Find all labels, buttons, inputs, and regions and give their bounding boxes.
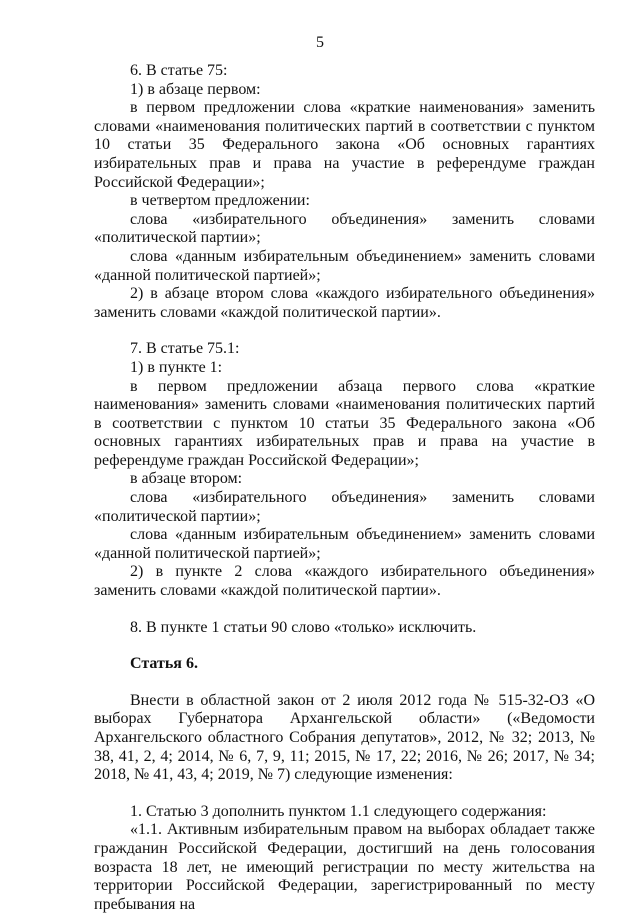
paragraph: слова «избирательного объединения» заменить словами «политической партии»; [94, 210, 595, 247]
paragraph: 6. В статье 75: [130, 62, 228, 79]
paragraph: 1. Статью 3 дополнить пунктом 1.1 следующего содержания: [130, 802, 547, 820]
paragraph-spacer [94, 674, 595, 692]
paragraph: слова «избирательного объединения» заменить словами «политической партии»; [94, 489, 595, 525]
paragraph-spacer [94, 601, 595, 619]
paragraph: в первом предложении абзаца первого слова «краткие наименования» заменить словами «наименования политических партий в соответствии с пунктом 10 статьи 35 Федерального закона «Об основных гарантиях избирательных прав и права на участие в референдуме граждан Российской Федерации»; [94, 377, 595, 469]
paragraph: 1) в пункте 1: [130, 358, 223, 376]
article-heading: Статья 6. [130, 655, 198, 673]
paragraph: 2) в пункте 2 слова «каждого избирательного объединения» заменить словами «каждой политической партии». [94, 563, 595, 600]
document-body [94, 62, 595, 914]
paragraph: в четвертом предложении: [130, 192, 310, 210]
paragraph: 8. В пункте 1 статьи 90 слово «только» исключить. [130, 618, 477, 636]
page-number: 5 [316, 34, 324, 51]
paragraph: слова «данным избирательным объединением» заменить словами «данной политической партией»; [94, 526, 595, 562]
paragraph: Внести в областной закон от 2 июля 2012 года № 515-32-ОЗ «О выборах Губернатора Архангельской области» («Ведомости Архангельского областного Собрания депутатов», 2012, № 32; 2013, № 38, 41, 2, 4; 2014, № 6, 7, 9, 11; 2015, № 17, 22; 2016, № 26; 2017, № 34; 2018, № 41, 43, 4; 2019, № 7) следующие изменения: [94, 691, 595, 784]
paragraph: 1) в абзаце первом: [130, 80, 261, 98]
paragraph-spacer [94, 785, 595, 803]
paragraph-spacer [94, 322, 595, 340]
paragraph: «1.1. Активным избирательным правом на выборах обладает также гражданин Российской Федерации, достигший на день голосования возраста 18 лет, не имеющий регистрации по месту жительства на территории Российской Федерации, зарегистрированный по месту пребывания на [94, 821, 595, 913]
paragraph: 7. В статье 75.1: [130, 340, 240, 358]
paragraph-spacer [94, 637, 595, 655]
paragraph: слова «данным избирательным объединением» заменить словами «данной политической партией»; [94, 247, 595, 284]
paragraph: 2) в абзаце втором слова «каждого избирательного объединения» заменить словами «каждой политической партии». [94, 285, 595, 321]
paragraph: в первом предложении слова «краткие наименования» заменить словами «наименования политических партий в соответствии с пунктом 10 статьи 35 Федерального закона «Об основных гарантиях избирательных прав и права на участие в референдуме граждан Российской Федерации»; [94, 99, 595, 191]
paragraph: в абзаце втором: [130, 470, 243, 488]
